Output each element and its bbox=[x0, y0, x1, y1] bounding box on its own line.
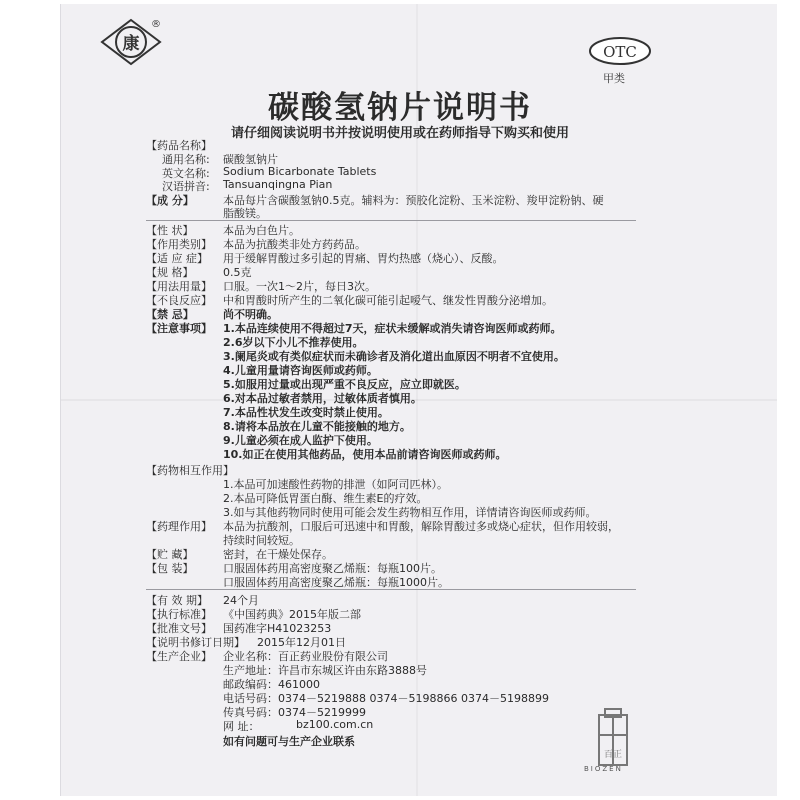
precaution-item: 2.6岁以下小儿不推荐使用。 bbox=[223, 336, 364, 349]
precaution-item: 8.请将本品放在儿童不能接触的地方。 bbox=[223, 420, 411, 433]
adverse-value: 中和胃酸时所产生的二氧化碳可能引起嗳气、继发性胃酸分泌增加。 bbox=[223, 294, 553, 307]
package-label: 【包 装】 bbox=[146, 562, 194, 575]
english-name-label: 英文名称: bbox=[162, 167, 210, 180]
validity-value: 24个月 bbox=[223, 594, 259, 607]
divider bbox=[146, 589, 636, 590]
generic-name-label: 通用名称: bbox=[162, 153, 210, 166]
manufacturer-label: 【生产企业】 bbox=[146, 650, 212, 663]
precaution-item: 4.儿童用量请咨询医师或药师。 bbox=[223, 364, 378, 377]
manufacturer-address: 生产地址：许昌市东城区许由东路3888号 bbox=[223, 664, 427, 677]
registered-mark: ® bbox=[151, 19, 161, 30]
storage-value: 密封，在干燥处保存。 bbox=[223, 548, 333, 561]
interaction-item: 3.如与其他药物同时使用可能会发生药物相互作用，详情请咨询医师或药师。 bbox=[223, 506, 597, 519]
manufacturer-web[interactable]: bz100.com.cn bbox=[296, 718, 374, 731]
precaution-item: 9.儿童必须在成人监护下使用。 bbox=[223, 434, 378, 447]
dosage-value: 口服。一次1～2片，每日3次。 bbox=[223, 280, 376, 293]
precaution-item: 6.对本品过敏者禁用，过敏体质者慎用。 bbox=[223, 392, 422, 405]
ingredients-label: 【成 分】 bbox=[146, 194, 194, 207]
revision-value: 2015年12月01日 bbox=[257, 636, 346, 649]
pharmacology-value-cont: 持续时间较短。 bbox=[223, 534, 300, 547]
pharmacology-value: 本品为抗酸剂，口服后可迅速中和胃酸，解除胃酸过多或烧心症状，但作用较弱， bbox=[223, 520, 619, 533]
english-name-value: Sodium Bicarbonate Tablets bbox=[223, 165, 377, 178]
category-value: 本品为抗酸类非处方药药品。 bbox=[223, 238, 366, 251]
manufacturer-web-label: 网 址： bbox=[223, 720, 260, 733]
manufacturer-name: 企业名称：百正药业股份有限公司 bbox=[223, 650, 388, 663]
approval-label: 【批准文号】 bbox=[146, 622, 212, 635]
package-value-cont: 口服固体药用高密度聚乙烯瓶：每瓶1000片。 bbox=[223, 576, 449, 589]
precaution-item: 3.阑尾炎或有类似症状而未确诊者及消化道出血原因不明者不宜使用。 bbox=[223, 350, 565, 363]
precautions-label: 【注意事项】 bbox=[146, 322, 212, 335]
logo-char: 康 bbox=[122, 34, 140, 54]
approval-value: 国药准字H41023253 bbox=[223, 622, 332, 635]
ingredients-value: 本品每片含碳酸氢钠0.5克。辅料为：预胶化淀粉、玉米淀粉、羧甲淀粉钠、硬 bbox=[223, 194, 604, 207]
manufacturer-phone: 电话号码：0374－5219888 0374－5198866 0374－5198899 bbox=[223, 692, 549, 705]
standard-label: 【执行标准】 bbox=[146, 608, 212, 621]
spec-label: 【规 格】 bbox=[146, 266, 194, 279]
spec-value: 0.5克 bbox=[223, 266, 252, 279]
category-label: 【作用类别】 bbox=[146, 238, 212, 251]
page-title: 碳酸氢钠片说明书 bbox=[268, 90, 532, 126]
drug-name-label: 【药品名称】 bbox=[146, 139, 212, 152]
divider bbox=[146, 220, 636, 221]
otc-text: OTC bbox=[603, 43, 637, 61]
ingredients-value-cont: 脂酸镁。 bbox=[223, 207, 267, 220]
precaution-item: 1.本品连续使用不得超过7天，症状未缓解或消失请咨询医师或药师。 bbox=[223, 322, 562, 335]
dosage-label: 【用法用量】 bbox=[146, 280, 212, 293]
pinyin-label: 汉语拼音: bbox=[162, 180, 210, 193]
validity-label: 【有 效 期】 bbox=[146, 594, 208, 607]
interactions-label: 【药物相互作用】 bbox=[146, 464, 234, 477]
precaution-item: 7.本品性状发生改变时禁止使用。 bbox=[223, 406, 389, 419]
standard-value: 《中国药典》2015年版二部 bbox=[223, 608, 361, 621]
revision-label: 【说明书修订日期】 bbox=[146, 636, 245, 649]
appearance-value: 本品为白色片。 bbox=[223, 224, 300, 237]
package-value: 口服固体药用高密度聚乙烯瓶：每瓶100片。 bbox=[223, 562, 442, 575]
contraindication-value: 尚不明确。 bbox=[223, 308, 278, 321]
contact-note: 如有问题可与生产企业联系 bbox=[223, 735, 355, 748]
interaction-item: 1.本品可加速酸性药物的排泄（如阿司匹林）。 bbox=[223, 478, 448, 491]
manufacturer-postcode: 邮政编码：461000 bbox=[223, 678, 320, 691]
brand-logo-char: 百正 bbox=[603, 750, 623, 760]
appearance-label: 【性 状】 bbox=[146, 224, 194, 237]
precaution-item: 5.如服用过量或出现严重不良反应，应立即就医。 bbox=[223, 378, 466, 391]
brand-name: BIOZEN bbox=[584, 765, 623, 773]
otc-class: 甲类 bbox=[603, 72, 625, 85]
adverse-label: 【不良反应】 bbox=[146, 294, 212, 307]
page-subtitle: 请仔细阅读说明书并按说明使用或在药师指导下购买和使用 bbox=[230, 126, 569, 141]
interaction-item: 2.本品可降低胃蛋白酶、维生素E的疗效。 bbox=[223, 492, 428, 505]
indication-label: 【适 应 症】 bbox=[146, 252, 208, 265]
pharmacology-label: 【药理作用】 bbox=[146, 520, 212, 533]
contraindication-label: 【禁 忌】 bbox=[146, 308, 194, 321]
precaution-item: 10.如正在使用其他药品，使用本品前请咨询医师或药师。 bbox=[223, 448, 507, 461]
manufacturer-fax: 传真号码：0374－5219999 bbox=[223, 706, 366, 719]
biozen-logo-icon bbox=[585, 705, 641, 795]
generic-name-value: 碳酸氢钠片 bbox=[223, 153, 278, 166]
indication-value: 用于缓解胃酸过多引起的胃痛、胃灼热感（烧心）、反酸。 bbox=[223, 252, 504, 265]
pinyin-value: Tansuanqingna Pian bbox=[223, 178, 333, 191]
storage-label: 【贮 藏】 bbox=[146, 548, 194, 561]
